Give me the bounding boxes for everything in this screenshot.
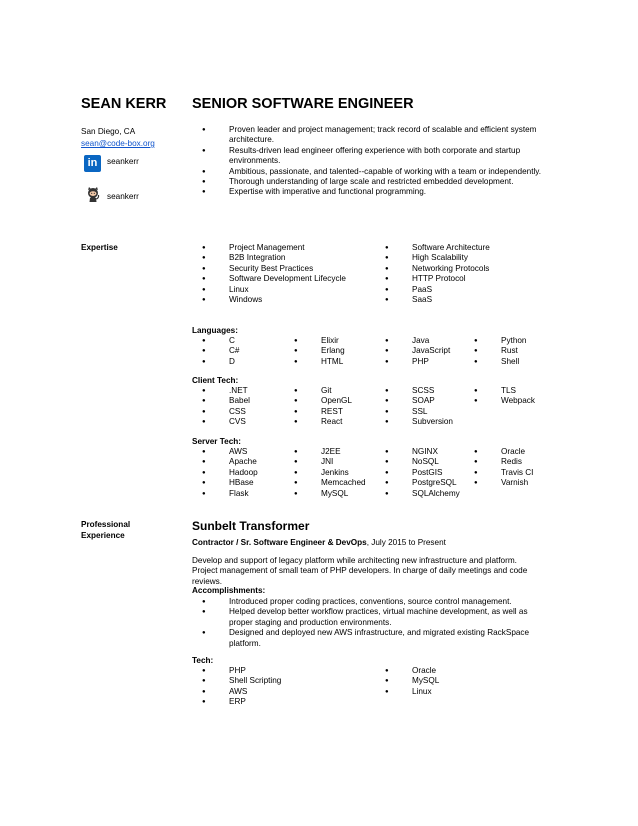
server-tech-list-3 — [375, 447, 475, 499]
list-item: ● PHP — [192, 666, 382, 676]
list-item: ● SOAP — [375, 396, 475, 406]
list-item: ● SaaS — [375, 295, 565, 305]
list-item: ● JavaScript — [375, 346, 475, 356]
list-item: ● Babel — [192, 396, 292, 406]
list-item: ● AWS — [192, 447, 292, 457]
list-item: ● HTTP Protocol — [375, 274, 565, 284]
location: San Diego, CA — [81, 127, 136, 136]
headline: SENIOR SOFTWARE ENGINEER — [192, 96, 414, 112]
languages-heading: Languages: — [192, 326, 238, 335]
client-tech-list-4 — [464, 386, 564, 407]
client-tech-heading: Client Tech: — [192, 376, 239, 385]
list-item: ● CSS — [192, 407, 292, 417]
list-item: ● PHP — [375, 357, 475, 367]
client-tech-list-3 — [375, 386, 475, 428]
list-item: ● .NET — [192, 386, 292, 396]
tech-list-1 — [192, 666, 382, 708]
list-item: ● MySQL — [375, 676, 565, 686]
client-tech-list-1 — [192, 386, 292, 428]
list-item: ● TLS — [464, 386, 564, 396]
list-item: ● SSL — [375, 407, 475, 417]
list-item: ● Helped develop better workflow practices, virtual machine development, as well as proper staging and production environments. — [192, 607, 542, 628]
list-item: ● HTML — [284, 357, 384, 367]
list-item: ● ERP — [192, 697, 382, 707]
candidate-name: SEAN KERR — [81, 96, 167, 112]
list-item: ● CVS — [192, 417, 292, 427]
linkedin-username: seankerr — [107, 157, 139, 166]
list-item: ● Linux — [192, 285, 382, 295]
github-icon[interactable] — [84, 186, 102, 206]
languages-list-1 — [192, 336, 292, 367]
job-description: Develop and support of legacy platform while architecting new infrastructure and platform. Project management of small team of PHP developers. In charge of daily meetings and code reviews. — [192, 556, 528, 586]
accomplishments-list — [192, 597, 542, 649]
list-item: ● Varnish — [464, 478, 564, 488]
server-tech-list-2 — [284, 447, 384, 499]
list-item: ● Software Development Lifecycle — [192, 274, 382, 284]
list-item: ● HBase — [192, 478, 292, 488]
list-item: ● SCSS — [375, 386, 475, 396]
experience-label-line1: Professional — [81, 520, 131, 529]
list-item: ● Security Best Practices — [192, 264, 382, 274]
list-item: ● Apache — [192, 457, 292, 467]
tech-heading: Tech: — [192, 656, 214, 665]
list-item: ● NoSQL — [375, 457, 475, 467]
github-username: seankerr — [107, 192, 139, 201]
list-item: ● Git — [284, 386, 384, 396]
list-item: ● Thorough understanding of large scale and restricted embedded development. — [192, 177, 542, 187]
expertise-list-2 — [375, 243, 565, 305]
list-item: ● Redis — [464, 457, 564, 467]
list-item: ● Networking Protocols — [375, 264, 565, 274]
list-item: ● C# — [192, 346, 292, 356]
server-tech-heading: Server Tech: — [192, 437, 241, 446]
list-item: ● Erlang — [284, 346, 384, 356]
languages-list-3 — [375, 336, 475, 367]
list-item: ● Memcached — [284, 478, 384, 488]
accomplishments-heading: Accomplishments: — [192, 586, 266, 595]
job-title: Contractor / Sr. Software Engineer & DevOps — [192, 538, 367, 547]
list-item: ● B2B Integration — [192, 253, 382, 263]
list-item: ● PostGIS — [375, 468, 475, 478]
list-item: ● Jenkins — [284, 468, 384, 478]
list-item: ● Hadoop — [192, 468, 292, 478]
expertise-list-1 — [192, 243, 382, 305]
job-role — [192, 538, 446, 547]
tech-list-2 — [375, 666, 565, 697]
job-dates: , July 2015 to Present — [366, 538, 446, 547]
list-item: ● AWS — [192, 687, 382, 697]
list-item: ● High Scalability — [375, 253, 565, 263]
list-item: ● Travis CI — [464, 468, 564, 478]
list-item: ● NGINX — [375, 447, 475, 457]
summary-list — [192, 125, 542, 198]
experience-label — [81, 519, 130, 541]
list-item: ● Proven leader and project management; track record of scalable and efficient system architecture. — [192, 125, 542, 146]
list-item: ● Ambitious, passionate, and talented--capable of working with a team or independently. — [192, 167, 542, 177]
list-item: ● Python — [464, 336, 564, 346]
list-item: ● PostgreSQL — [375, 478, 475, 488]
list-item: ● Flask — [192, 489, 292, 499]
list-item: ● J2EE — [284, 447, 384, 457]
list-item: ● Rust — [464, 346, 564, 356]
list-item: ● Expertise with imperative and functional programming. — [192, 187, 542, 197]
experience-label-line2: Experience — [81, 531, 125, 540]
linkedin-icon[interactable]: in — [84, 155, 101, 172]
server-tech-list-4 — [464, 447, 564, 489]
languages-list-4 — [464, 336, 564, 367]
list-item: ● Results-driven lead engineer offering experience with both corporate and startup environments. — [192, 146, 542, 167]
list-item: ● Introduced proper coding practices, conventions, source control management. — [192, 597, 542, 607]
list-item: ● Linux — [375, 687, 565, 697]
list-item: ● MySQL — [284, 489, 384, 499]
email-link[interactable]: sean@code-box.org — [81, 139, 155, 148]
list-item: ● REST — [284, 407, 384, 417]
list-item: ● Designed and deployed new AWS infrastructure, and migrated existing RackSpace platform. — [192, 628, 542, 649]
list-item: ● Java — [375, 336, 475, 346]
list-item: ● React — [284, 417, 384, 427]
list-item: ● OpenGL — [284, 396, 384, 406]
list-item: ● Elixir — [284, 336, 384, 346]
company-name: Sunbelt Transformer — [192, 519, 310, 533]
list-item: ● Oracle — [375, 666, 565, 676]
list-item: ● Software Architecture — [375, 243, 565, 253]
list-item: ● Shell Scripting — [192, 676, 382, 686]
list-item: ● JNI — [284, 457, 384, 467]
list-item: ● Project Management — [192, 243, 382, 253]
languages-list-2 — [284, 336, 384, 367]
list-item: ● D — [192, 357, 292, 367]
expertise-label: Expertise — [81, 243, 118, 252]
list-item: ● PaaS — [375, 285, 565, 295]
list-item: ● SQLAlchemy — [375, 489, 475, 499]
list-item: ● Shell — [464, 357, 564, 367]
list-item: ● Windows — [192, 295, 382, 305]
server-tech-list-1 — [192, 447, 292, 499]
list-item: ● Webpack — [464, 396, 564, 406]
list-item: ● C — [192, 336, 292, 346]
list-item: ● Subversion — [375, 417, 475, 427]
client-tech-list-2 — [284, 386, 384, 428]
list-item: ● Oracle — [464, 447, 564, 457]
